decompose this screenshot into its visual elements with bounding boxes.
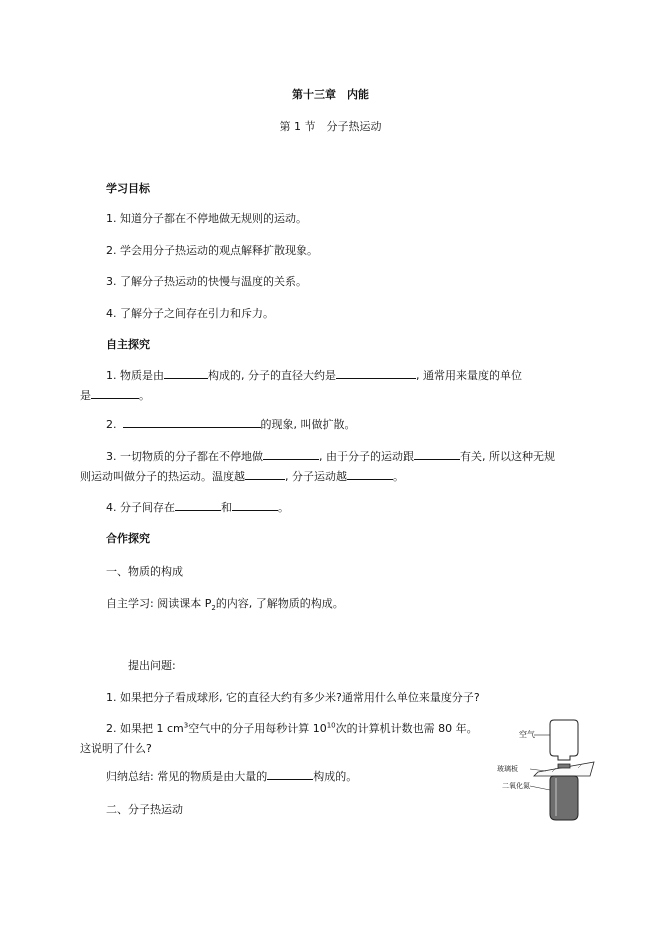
blank	[267, 768, 313, 780]
blank	[347, 468, 393, 480]
question-label: 提出问题:	[128, 659, 176, 672]
question-1-line-2: 是 。	[80, 389, 150, 402]
coop-heading: 合作探究	[106, 532, 150, 545]
question-2: 2. 的现象, 叫做扩散。	[106, 418, 356, 431]
objectives-heading: 学习目标	[106, 182, 150, 195]
blank	[336, 367, 416, 379]
coop-question-2-line-1: 2. 如果把 1 $cm^3$空气中的分子用每秒计算 $10^{10}$次的计算机计数也需 80 年。	[106, 721, 478, 735]
leader-line	[530, 786, 550, 790]
reading-task: 自主学习: 阅读课本 $P_2$的内容, 了解物质的构成。	[106, 597, 344, 613]
coop-question-1: 1. 如果把分子看成球形, 它的直径大约有多少米?通常用什么单位来量度分子?	[106, 691, 480, 704]
blank	[414, 448, 460, 460]
question-4: 4. 分子间存在 和 。	[106, 501, 289, 514]
blank	[164, 367, 208, 379]
blank	[245, 468, 285, 480]
blank	[175, 499, 221, 511]
label-glass-plate: 玻璃板	[497, 765, 518, 773]
air-bottle	[550, 720, 578, 760]
objective-item: 1. 知道分子都在不停地做无规则的运动。	[106, 212, 307, 225]
question-1-line-1: 1. 物质是由 构成的, 分子的直径大约是 , 通常用来量度的单位	[106, 369, 522, 382]
blank	[123, 416, 261, 428]
label-air: 空气	[519, 730, 535, 739]
coop-question-2-line-2: 这说明了什么?	[80, 742, 152, 755]
leader-line	[530, 769, 546, 771]
summary: 归纳总结: 常见的物质是由大量的 构成的。	[106, 770, 358, 783]
blank	[91, 387, 139, 399]
blank	[263, 448, 319, 460]
objective-item: 4. 了解分子之间存在引力和斥力。	[106, 307, 274, 320]
objective-item: 2. 学会用分子热运动的观点解释扩散现象。	[106, 244, 318, 257]
label-nitrogen-dioxide: 二氧化氮	[502, 782, 530, 790]
part-1-title: 一、物质的构成	[106, 565, 183, 578]
part-2-title: 二、分子热运动	[106, 803, 183, 816]
question-3-line-2: 则运动叫做分子的热运动。温度越 , 分子运动越 。	[80, 470, 404, 483]
self-study-heading: 自主探究	[106, 338, 150, 351]
objective-item: 3. 了解分子热运动的快慢与温度的关系。	[106, 275, 307, 288]
chapter-title: 第十三章 内能	[292, 88, 369, 101]
blank	[232, 499, 278, 511]
question-3-line-1: 3. 一切物质的分子都在不停地做 , 由于分子的运动跟 有关, 所以这种无规	[106, 450, 555, 463]
section-title: 第 1 节 分子热运动	[279, 120, 382, 133]
